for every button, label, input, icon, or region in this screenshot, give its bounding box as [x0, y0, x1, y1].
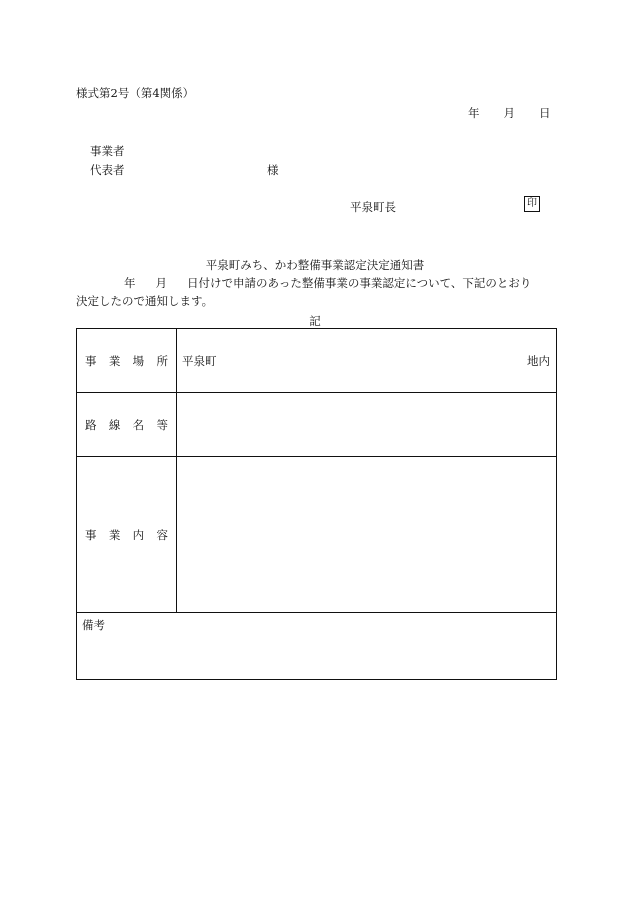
route-label: 路線名等	[77, 393, 177, 457]
table-row	[77, 613, 557, 680]
recipient-honorific: 様	[267, 163, 279, 177]
remarks-label: 備考	[82, 618, 105, 632]
body-paragraph	[76, 274, 556, 310]
location-label: 事業場所	[77, 329, 177, 393]
table-row	[77, 457, 557, 613]
issue-date	[468, 105, 551, 121]
date-year: 年	[468, 106, 480, 120]
form-number: 様式第2号（第4関係）	[76, 86, 195, 100]
date-day: 日	[539, 106, 551, 120]
content-label: 事業内容	[77, 457, 177, 613]
table-row	[77, 329, 557, 393]
body-text-1: 日付けで申請のあった整備事業の事業認定について、下記のとおり	[187, 276, 532, 290]
document-title: 平泉町みち、かわ整備事業認定決定通知書	[205, 258, 425, 272]
body-text-2: 決定したので通知します。	[76, 294, 214, 308]
table-row	[77, 393, 557, 457]
ki-heading: 記	[309, 314, 321, 328]
body-month: 月	[155, 276, 167, 290]
recipient-representative: 代表者	[90, 163, 125, 177]
remarks-cell	[77, 613, 557, 680]
content-cell	[177, 457, 557, 613]
details-table	[76, 328, 557, 680]
seal-mark: 印	[524, 196, 540, 212]
recipient-business: 事業者	[90, 144, 125, 158]
issuer-name: 平泉町長	[350, 200, 396, 214]
location-prefix: 平泉町	[182, 353, 217, 368]
body-year: 年	[124, 276, 136, 290]
location-cell	[177, 329, 557, 393]
date-month: 月	[503, 106, 515, 120]
route-cell	[177, 393, 557, 457]
location-suffix: 地内	[527, 353, 550, 368]
